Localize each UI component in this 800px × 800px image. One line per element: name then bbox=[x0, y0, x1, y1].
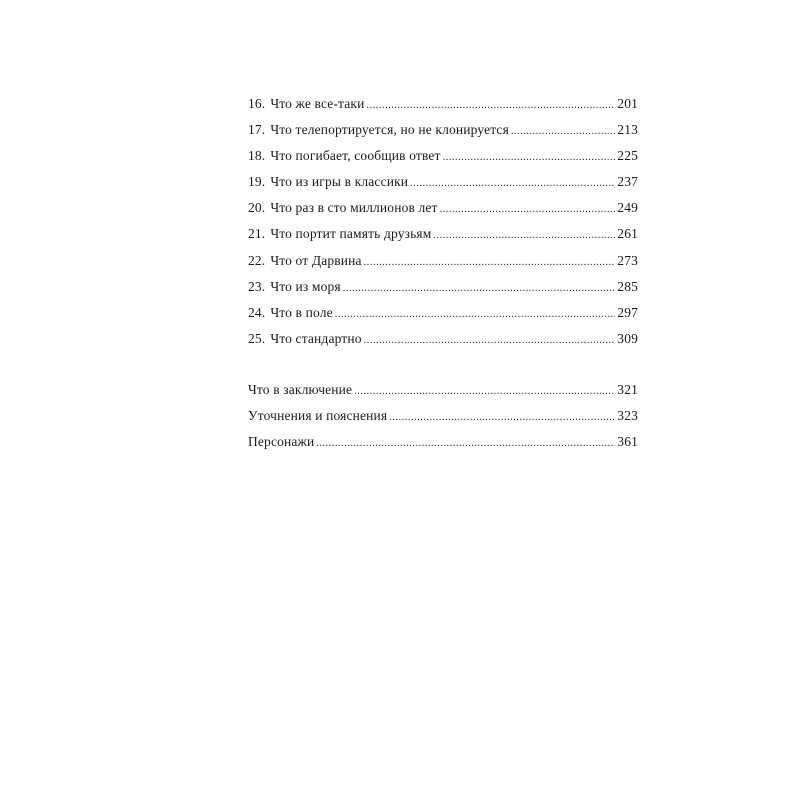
section-title: Уточнения и пояснения bbox=[248, 408, 388, 424]
chapter-title: Что из игры в классики bbox=[270, 174, 409, 190]
dot-leader bbox=[511, 122, 615, 138]
dot-leader bbox=[343, 279, 616, 295]
page-number: 297 bbox=[617, 304, 638, 320]
toc-entry bbox=[248, 96, 638, 122]
page-number: 249 bbox=[617, 200, 638, 216]
toc-back-matter bbox=[248, 382, 638, 460]
dot-leader bbox=[316, 434, 615, 450]
dot-leader bbox=[389, 408, 615, 424]
chapter-number: 22. bbox=[248, 252, 266, 268]
chapter-title: Что в поле bbox=[270, 304, 333, 320]
toc-entry bbox=[248, 331, 638, 357]
page-number: 309 bbox=[617, 330, 638, 346]
toc-entry bbox=[248, 434, 638, 460]
page-number: 323 bbox=[617, 408, 638, 424]
chapter-number: 18. bbox=[248, 148, 266, 164]
dot-leader bbox=[364, 253, 616, 269]
page-number: 273 bbox=[617, 252, 638, 268]
chapter-title: Что от Дарвина bbox=[270, 252, 362, 268]
toc-entry bbox=[248, 305, 638, 331]
chapter-number: 24. bbox=[248, 304, 266, 320]
toc-entry bbox=[248, 200, 638, 226]
chapter-title: Что из моря bbox=[270, 278, 341, 294]
toc-entry bbox=[248, 174, 638, 200]
dot-leader bbox=[354, 382, 615, 398]
toc-entry bbox=[248, 226, 638, 252]
chapter-number: 19. bbox=[248, 174, 266, 190]
toc-entry bbox=[248, 122, 638, 148]
chapter-title: Что портит память друзьям bbox=[270, 226, 432, 242]
page-number: 213 bbox=[617, 122, 638, 138]
toc-entry bbox=[248, 148, 638, 174]
toc-chapters bbox=[248, 96, 638, 357]
chapter-title: Что погибает, сообщив ответ bbox=[270, 148, 441, 164]
dot-leader bbox=[440, 200, 616, 216]
chapter-title: Что же все-таки bbox=[270, 96, 365, 111]
dot-leader bbox=[433, 226, 615, 242]
chapter-number: 16. bbox=[248, 96, 266, 111]
page-number: 201 bbox=[617, 96, 638, 111]
chapter-number: 17. bbox=[248, 122, 266, 138]
dot-leader bbox=[410, 174, 615, 190]
chapter-number: 20. bbox=[248, 200, 266, 216]
dot-leader bbox=[364, 331, 616, 347]
toc-entry bbox=[248, 253, 638, 279]
dot-leader bbox=[335, 305, 616, 321]
chapter-number: 21. bbox=[248, 226, 266, 242]
page-number: 237 bbox=[617, 174, 638, 190]
toc-entry bbox=[248, 382, 638, 408]
section-title: Персонажи bbox=[248, 434, 315, 450]
toc-entry bbox=[248, 279, 638, 305]
dot-leader bbox=[443, 148, 616, 164]
chapter-title: Что стандартно bbox=[270, 330, 362, 346]
page-number: 285 bbox=[617, 278, 638, 294]
toc-entry bbox=[248, 408, 638, 434]
section-title: Что в заключение bbox=[248, 382, 353, 397]
chapter-title: Что раз в сто миллионов лет bbox=[270, 200, 438, 216]
dot-leader bbox=[367, 96, 616, 112]
page-number: 321 bbox=[617, 382, 638, 397]
page-number: 261 bbox=[617, 226, 638, 242]
chapter-number: 23. bbox=[248, 278, 266, 294]
page-number: 361 bbox=[617, 434, 638, 450]
chapter-title: Что телепортируется, но не клонируется bbox=[270, 122, 509, 138]
page-number: 225 bbox=[617, 148, 638, 164]
chapter-number: 25. bbox=[248, 330, 266, 346]
